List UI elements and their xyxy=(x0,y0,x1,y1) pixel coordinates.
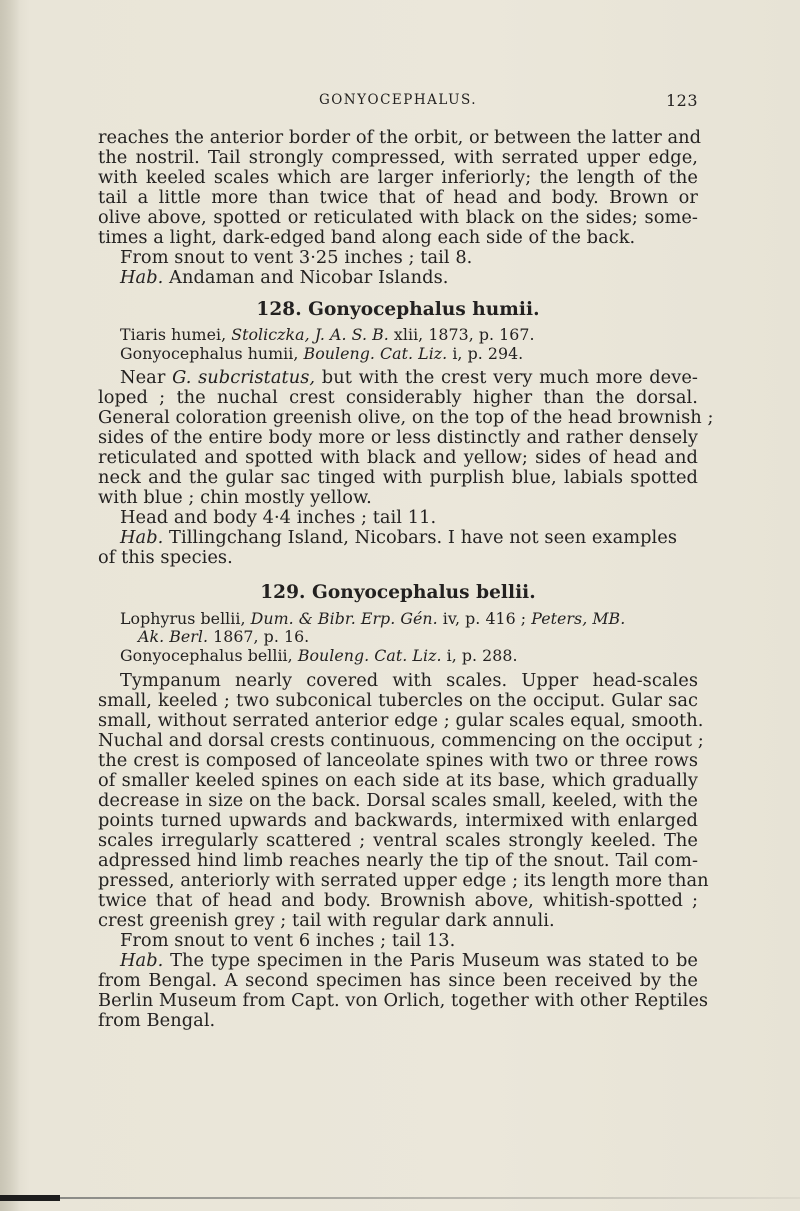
citation-author: Peters, MB. xyxy=(531,609,626,628)
habitat-text: The type specimen in the Paris Museum was stated to be xyxy=(170,950,699,971)
text-line: decrease in size on the back. Dorsal scales small, keeled, with the xyxy=(98,790,698,811)
text-line: reticulated and spotted with black and yellow; sides of head and xyxy=(98,447,698,468)
habitat-line xyxy=(120,951,698,971)
text-line: scales irregularly scattered ; ventral scales strongly keeled. The xyxy=(98,830,698,851)
text-line: Berlin Museum from Capt. von Orlich, together with other Reptiles xyxy=(98,990,709,1011)
scan-edge-line xyxy=(60,1197,800,1199)
text-line: From snout to vent 6 inches ; tail 13. xyxy=(120,930,456,951)
citation-author: Bouleng. Cat. Liz. xyxy=(297,646,442,665)
text-line: olive above, spotted or reticulated with black on the sides; some- xyxy=(98,207,698,228)
text-line: with blue ; chin mostly yellow. xyxy=(98,487,372,508)
text-line: neck and the gular sac tinged with purplish blue, labials spotted xyxy=(98,467,698,488)
citation-author: Stoliczka, J. A. S. B. xyxy=(231,325,389,344)
citation-author: Dum. & Bibr. Erp. Gén. xyxy=(250,609,438,628)
synonym-line: Ak. Berl. 1867, p. 16. xyxy=(138,627,310,646)
citation-author: Ak. Berl. xyxy=(138,627,209,646)
habitat-label: Hab. xyxy=(120,267,164,288)
text-line: Head and body 4·4 inches ; tail 11. xyxy=(120,507,437,528)
text-line: General coloration greenish olive, on the top of the head brownish ; xyxy=(98,407,714,428)
page-header xyxy=(98,92,698,112)
text-line: Near G. subcristatus, but with the crest very much more deve- xyxy=(120,367,698,388)
binding-gutter-shadow xyxy=(0,0,20,1211)
text-line: pressed, anteriorly with serrated upper edge ; its length more than xyxy=(98,870,709,891)
text-line: the nostril. Tail strongly compressed, with serrated upper edge, xyxy=(98,147,698,168)
text-line: times a light, dark-edged band along each side of the back. xyxy=(98,227,636,248)
habitat-label: Hab. xyxy=(120,950,164,971)
synonym-line: Gonyocephalus bellii, Bouleng. Cat. Liz. i, p. 288. xyxy=(120,646,518,665)
text-line: small, without serrated anterior edge ; gular scales equal, smooth. xyxy=(98,710,704,731)
page-number: 123 xyxy=(665,91,698,110)
text-line: Tympanum nearly covered with scales. Upper head-scales xyxy=(120,670,698,691)
text-line: small, keeled ; two subconical tubercles on the occiput. Gular sac xyxy=(98,690,698,711)
text-line: points turned upwards and backwards, intermixed with enlarged xyxy=(98,810,698,831)
synonym-line: Lophyrus bellii, Dum. & Bibr. Erp. Gén. iv, p. 416 ; Peters, MB. xyxy=(120,609,626,628)
running-title: GONYOCEPHALUS. xyxy=(318,92,478,108)
text-line: from Bengal. xyxy=(98,1010,216,1031)
scan-edge-bar xyxy=(0,1195,60,1201)
text-line: loped ; the nuchal crest considerably higher than the dorsal. xyxy=(98,387,698,408)
habitat-line xyxy=(120,268,698,288)
text-line: reaches the anterior border of the orbit, or between the latter and xyxy=(98,127,702,148)
species-heading: 129. Gonyocephalus bellii. xyxy=(260,582,536,603)
text-line: of smaller keeled spines on each side at its base, which gradually xyxy=(98,770,698,791)
synonym-line: Gonyocephalus humii, Bouleng. Cat. Liz. i, p. 294. xyxy=(120,344,524,363)
habitat-label: Hab. xyxy=(120,527,164,548)
text-line: twice that of head and body. Brownish above, whitish-spotted ; xyxy=(98,890,698,911)
text-line: from Bengal. A second specimen has since been received by the xyxy=(98,970,698,991)
text-line: of this species. xyxy=(98,547,233,568)
species-heading: 128. Gonyocephalus humii. xyxy=(256,299,540,320)
text-line: sides of the entire body more or less distinctly and rather densely xyxy=(98,427,698,448)
habitat-text: Andaman and Nicobar Islands. xyxy=(169,267,449,288)
species-ref: G. subcristatus, xyxy=(172,367,316,388)
text-line: with keeled scales which are larger inferiorly; the length of the xyxy=(98,167,698,188)
text-line: tail a little more than twice that of head and body. Brown or xyxy=(98,187,698,208)
text-line: From snout to vent 3·25 inches ; tail 8. xyxy=(120,247,473,268)
synonym-line: Tiaris humei, Stoliczka, J. A. S. B. xlii, 1873, p. 167. xyxy=(120,325,535,344)
text-line: the crest is composed of lanceolate spines with two or three rows xyxy=(98,750,698,771)
text-line: Nuchal and dorsal crests continuous, commencing on the occiput ; xyxy=(98,730,704,751)
text-line: crest greenish grey ; tail with regular dark annuli. xyxy=(98,910,555,931)
citation-author: Bouleng. Cat. Liz. xyxy=(303,344,448,363)
text-line: adpressed hind limb reaches nearly the tip of the snout. Tail com- xyxy=(98,850,698,871)
habitat-text: Tillingchang Island, Nicobars. I have not seen examples xyxy=(169,527,678,548)
habitat-line xyxy=(120,528,698,548)
